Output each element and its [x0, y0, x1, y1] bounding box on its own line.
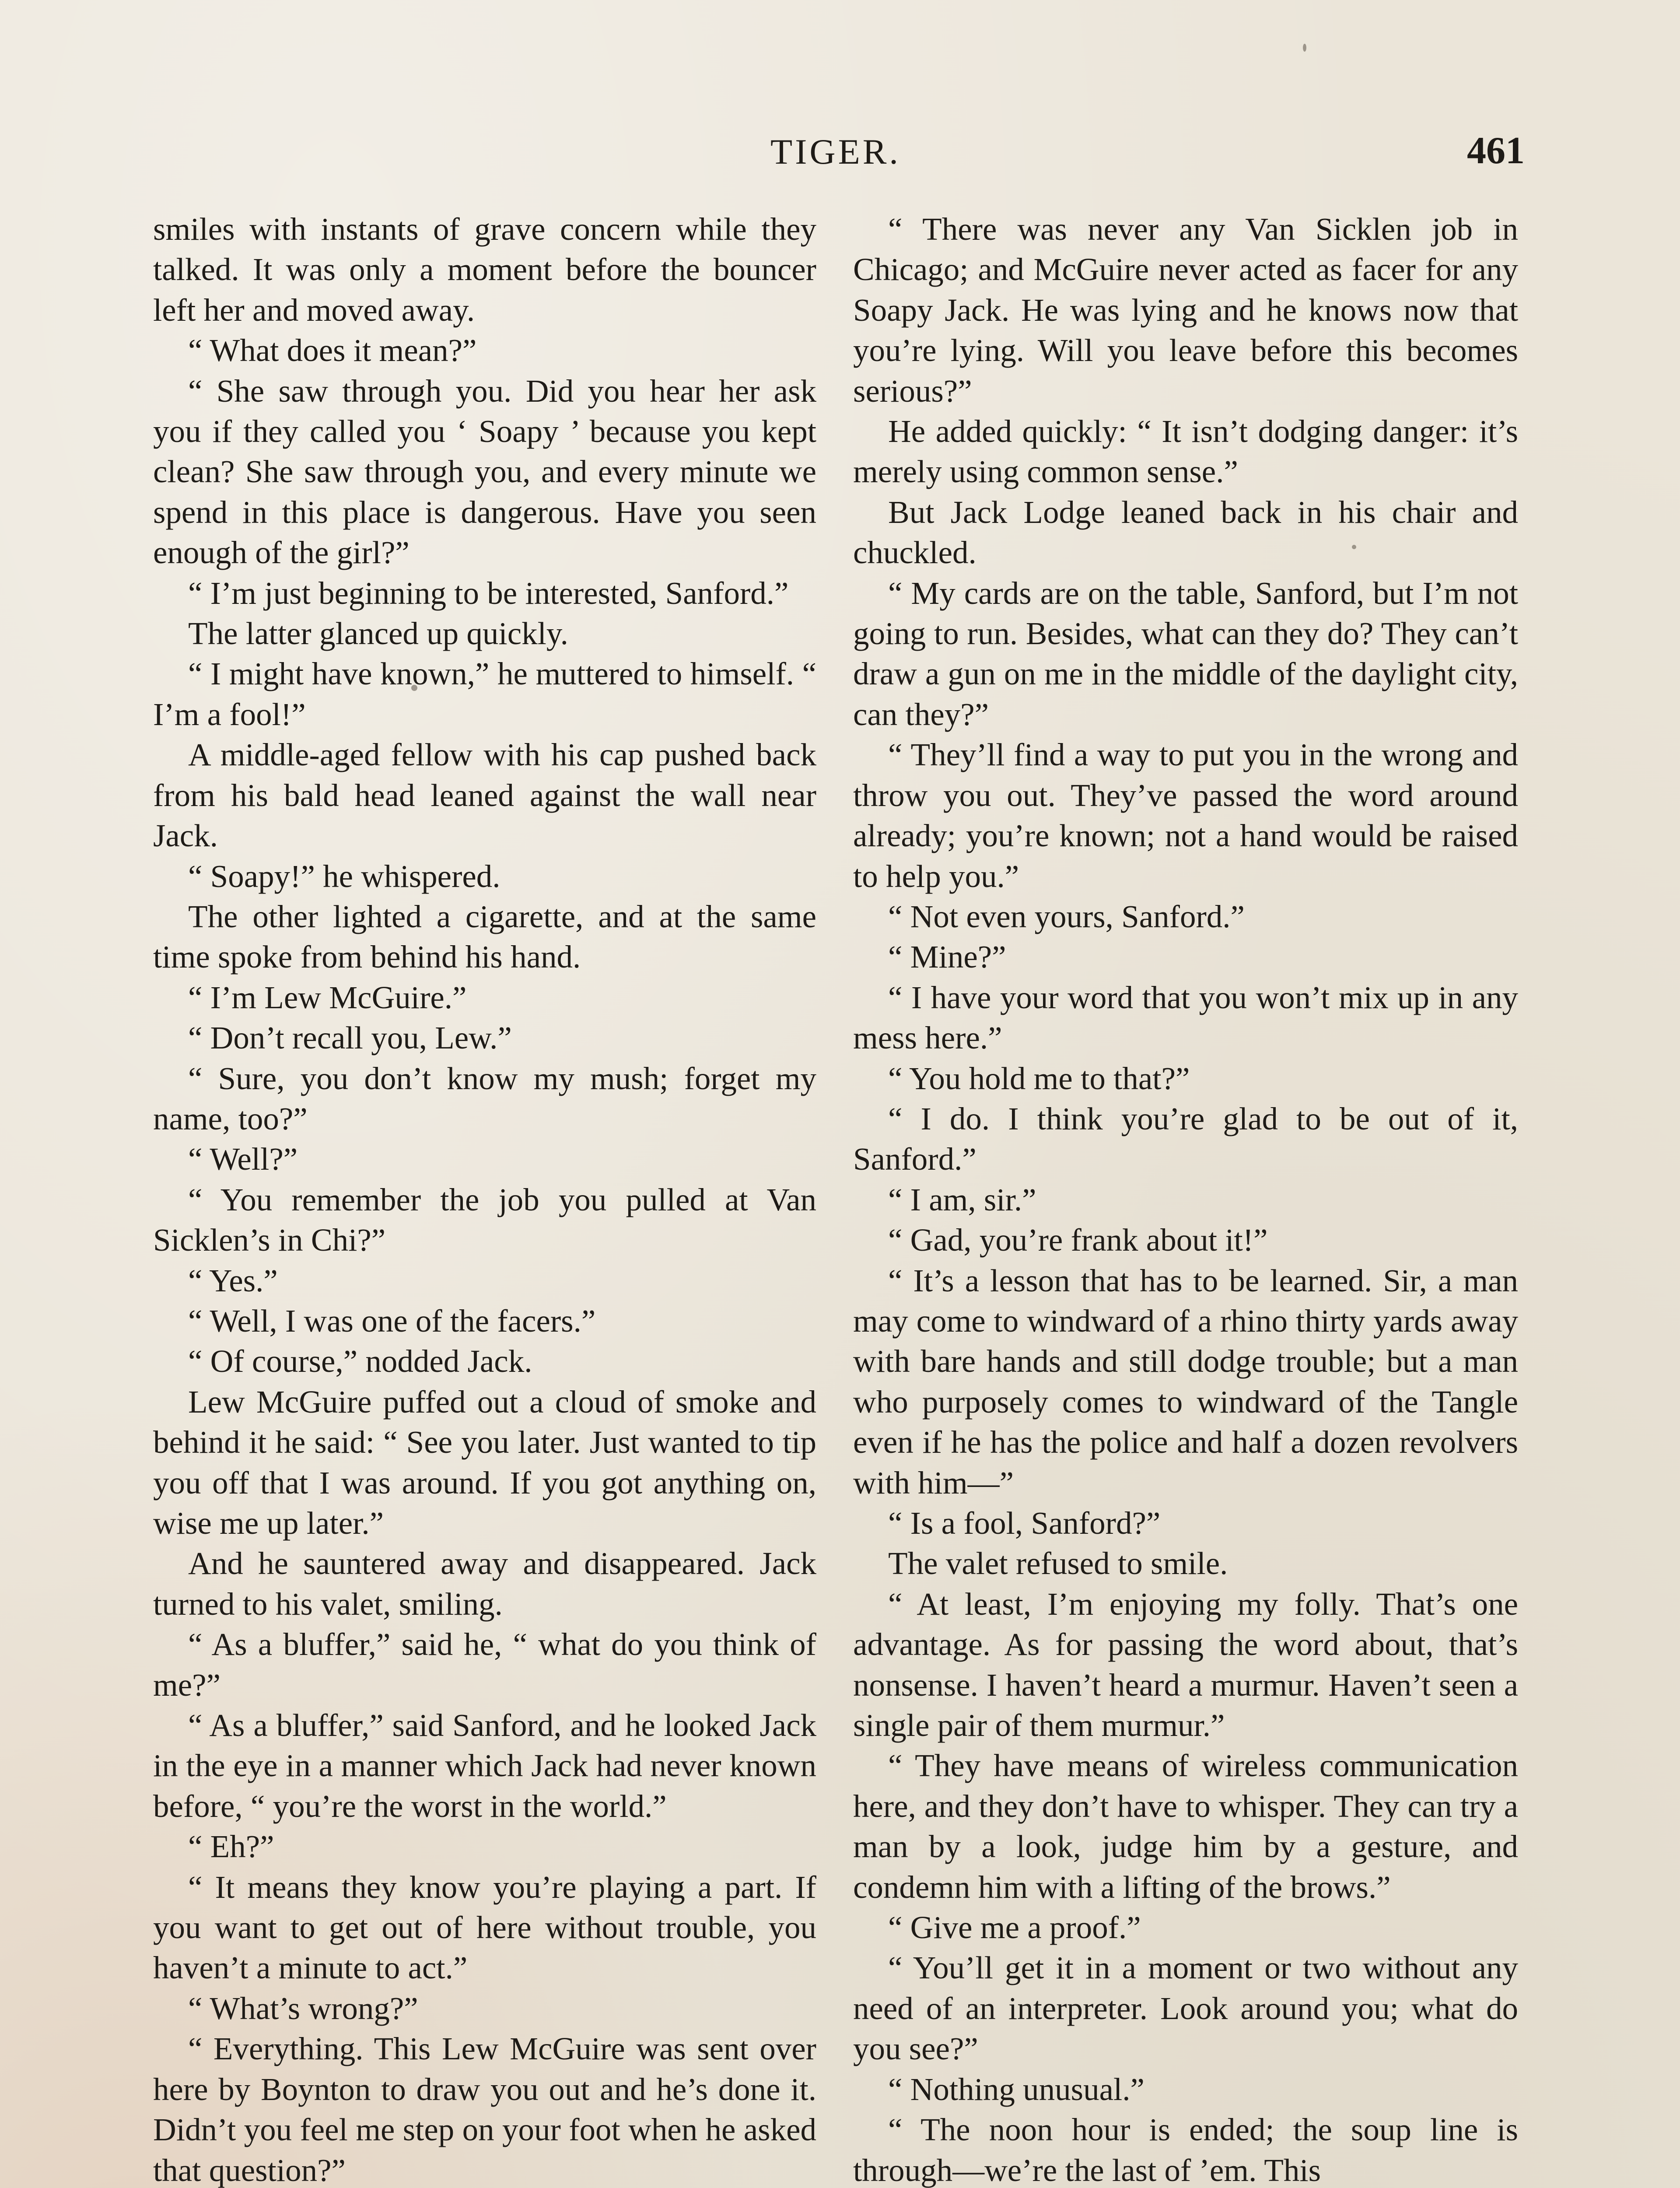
- paragraph: “ Soapy!” he whispered.: [188, 858, 500, 894]
- paragraph: “ Everything. This Lew McGuire was sent over here by Boynton to draw you out and he’s done it. Didn’t you feel me step on your foot when he asked that question?”: [153, 2031, 816, 2188]
- paragraph: “ Of course,” nodded Jack.: [188, 1343, 532, 1379]
- paragraph: The other lighted a cigarette, and at the same time spoke from behind his hand.: [153, 898, 816, 975]
- paragraph: “ I have your word that you won’t mix up in any mess here.”: [853, 979, 1518, 1056]
- paragraph: The latter glanced up quickly.: [188, 616, 568, 652]
- paragraph: smiles with instants of grave concern while they talked. It was only a moment before the bouncer left her and moved away.: [153, 211, 816, 328]
- page-number: 461: [1467, 130, 1525, 172]
- paragraph: “ Not even yours, Sanford.”: [888, 898, 1245, 934]
- paper-speck: [1303, 44, 1306, 52]
- paragraph: “ As a bluffer,” said he, “ what do you think of me?”: [153, 1627, 816, 1703]
- paragraph: “ Sure, you don’t know my mush; forget my name, too?”: [153, 1060, 816, 1136]
- paragraph: “ Don’t recall you, Lew.”: [188, 1020, 512, 1056]
- paragraph: A middle-aged fellow with his cap pushed back from his bald head leaned against the wall near Jack.: [153, 737, 816, 854]
- paragraph: He added quickly: “ It isn’t dodging danger: it’s merely using common sense.”: [853, 414, 1518, 490]
- paper-speck: [411, 685, 417, 691]
- page-header: [0, 131, 1680, 179]
- paper-speck: [1352, 545, 1356, 549]
- paragraph: And he sauntered away and disappeared. Jack turned to his valet, smiling.: [153, 1546, 816, 1622]
- paragraph: “ It means they know you’re playing a part. If you want to get out of here without trouble, you haven’t a minute to act.”: [153, 1869, 816, 1986]
- paragraph: “ I’m Lew McGuire.”: [188, 979, 467, 1015]
- paragraph: “ Give me a proof.”: [888, 1910, 1141, 1946]
- paragraph: Lew McGuire puffed out a cloud of smoke and behind it he said: “ See you later. Just wanted to tip you off that I was around. If you got anything on, wise me up later.”: [153, 1384, 816, 1541]
- paragraph: But Jack Lodge leaned back in his chair and chuckled.: [853, 494, 1518, 571]
- paragraph: “ What does it mean?”: [188, 333, 477, 368]
- paragraph: “ I am, sir.”: [888, 1182, 1036, 1217]
- paragraph: “ You remember the job you pulled at Van Sicklen’s in Chi?”: [153, 1182, 816, 1258]
- paragraph: “ Gad, you’re frank about it!”: [888, 1222, 1268, 1258]
- paragraph: “ She saw through you. Did you hear her ask you if they called you ‘ Soapy ’ because you kept clean? She saw through you, and every minute we spend in this place is dangerous. Have you seen enough of the girl?”: [153, 373, 816, 571]
- paragraph: “ You hold me to that?”: [888, 1060, 1190, 1096]
- paragraph: “ I’m just beginning to be interested, Sanford.”: [188, 575, 789, 611]
- paragraph: “ Well, I was one of the facers.”: [188, 1303, 596, 1339]
- paragraph: “ They’ll find a way to put you in the wrong and throw you out. They’ve passed the word around already; you’re known; not a hand would be raised to help you.”: [853, 737, 1518, 894]
- running-title: TIGER.: [770, 132, 901, 172]
- paragraph: The valet refused to smile.: [888, 1546, 1228, 1581]
- paragraph: “ What’s wrong?”: [188, 1990, 418, 2026]
- paragraph: “ Is a fool, Sanford?”: [888, 1505, 1161, 1541]
- left-text-column: [153, 209, 816, 2188]
- paragraph: “ Nothing unusual.”: [888, 2071, 1144, 2107]
- paragraph: “ I do. I think you’re glad to be out of it, Sanford.”: [853, 1101, 1518, 1177]
- paragraph: “ At least, I’m enjoying my folly. That’s one advantage. As for passing the word about, that’s nonsense. I haven’t heard a murmur. Haven’t seen a single pair of them murmur.”: [853, 1586, 1518, 1743]
- paragraph: “ Yes.”: [188, 1262, 278, 1298]
- paragraph: “ As a bluffer,” said Sanford, and he looked Jack in the eye in a manner which Jack had never known before, “ you’re the worst in the world.”: [153, 1708, 816, 1824]
- paragraph: “ Eh?”: [188, 1829, 274, 1865]
- paragraph: “ Well?”: [188, 1141, 298, 1177]
- paragraph: “ Mine?”: [888, 939, 1006, 975]
- right-text-column: [853, 209, 1518, 2188]
- paragraph: “ They have means of wireless communication here, and they don’t have to whisper. They can try a man by a look, judge him by a gesture, and condemn him with a lifting of the brows.”: [853, 1748, 1518, 1905]
- paragraph: “ There was never any Van Sicklen job in Chicago; and McGuire never acted as facer for any Soapy Jack. He was lying and he knows now that you’re lying. Will you leave before this becomes serious?”: [853, 211, 1518, 409]
- paragraph: “ My cards are on the table, Sanford, but I’m not going to run. Besides, what can they do? They can’t draw a gun on me in the middle of the daylight city, can they?”: [853, 575, 1518, 732]
- paragraph: “ I might have known,” he muttered to himself. “ I’m a fool!”: [153, 656, 816, 732]
- paragraph: “ The noon hour is ended; the soup line is through—we’re the last of ’em. This: [853, 2112, 1518, 2188]
- paragraph: “ It’s a lesson that has to be learned. Sir, a man may come to windward of a rhino thirty yards away with bare hands and still dodge trouble; but a man who purposely comes to windward of the Tangle even if he has the police and half a dozen revolvers with him—”: [853, 1262, 1518, 1501]
- paragraph: “ You’ll get it in a moment or two without any need of an interpreter. Look around you; what do you see?”: [853, 1950, 1518, 2067]
